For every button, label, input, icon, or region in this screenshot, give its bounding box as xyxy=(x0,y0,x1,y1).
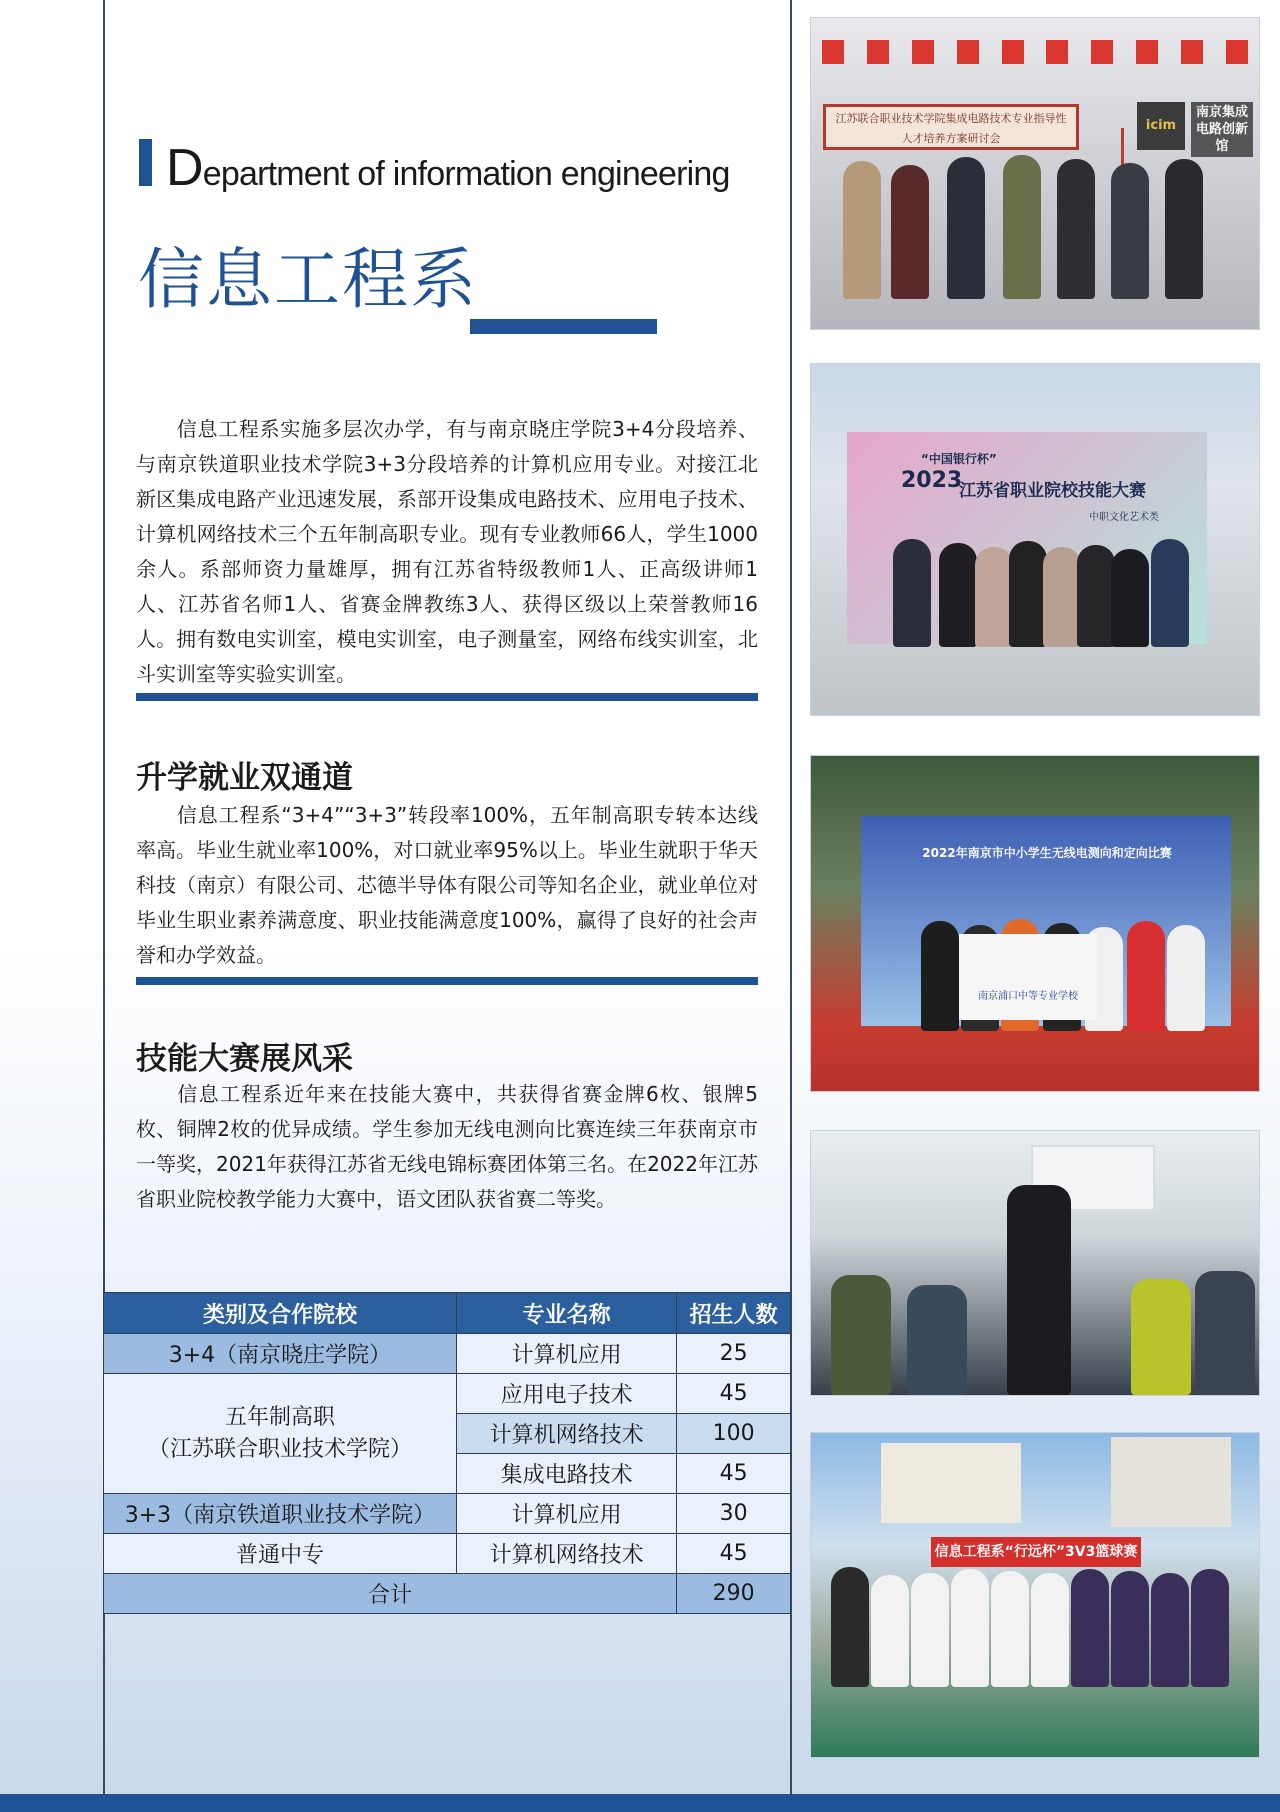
cell-count: 30 xyxy=(677,1494,791,1534)
header-category: 类别及合作院校 xyxy=(104,1293,457,1334)
building xyxy=(881,1443,1021,1523)
section-divider-1 xyxy=(136,693,758,701)
photo-radio-orienteering xyxy=(810,755,1260,1092)
cell-count: 45 xyxy=(677,1374,791,1414)
photo-basketball-event xyxy=(810,1432,1260,1758)
intro-paragraph: 信息工程系实施多层次办学，有与南京晓庄学院3+4分段培养、与南京铁道职业技术学院3+3分段培养的计算机应用专业。对接江北新区集成电路产业迅速发展，系部开设集成电路技术、应用电子技术、计算机网络技术三个五年制高职专业。现有专业教师66人，学生1000余人。系部师资力量雄厚，拥有江苏省特级教师1人、正高级讲师1人、江苏省名师1人、省赛金牌教练3人、获得区级以上荣誉教师16人。拥有数电实训室，模电实训室，电子测量室，网络布线实训室，北斗实训室等实验实训室。 xyxy=(136,417,758,686)
cell-major: 计算机应用 xyxy=(456,1494,676,1534)
cell-category: 3+3（南京铁道职业技术学院） xyxy=(104,1494,457,1534)
cell-category: 3+4（南京晓庄学院） xyxy=(104,1334,457,1374)
cell-count: 45 xyxy=(677,1534,791,1574)
table-header-row xyxy=(104,1293,791,1334)
section-title-study-employment: 升学就业双通道 xyxy=(136,760,353,796)
enrollment-table xyxy=(103,1292,791,1614)
table-row xyxy=(104,1494,791,1534)
group-of-people xyxy=(811,527,1259,647)
basketball-banner: 信息工程系“行远杯”3V3篮球赛 xyxy=(931,1537,1141,1567)
section-title-skills-competition: 技能大赛展风采 xyxy=(136,1041,353,1077)
cell-count: 45 xyxy=(677,1454,791,1494)
category-line-1: 五年制高职 xyxy=(224,1404,335,1430)
table-total-row xyxy=(104,1574,791,1614)
category-line-2: （江苏联合职业技术学院） xyxy=(147,1436,412,1462)
competition-subtitle: 中职文化艺术类 xyxy=(1089,512,1159,523)
cell-category: 普通中专 xyxy=(104,1534,457,1574)
event-backdrop-title: 2022年南京市中小学生无线电测向和定向比赛 xyxy=(922,846,1172,860)
competition-year: 2023 xyxy=(901,468,963,493)
header-major: 专业名称 xyxy=(456,1293,676,1334)
school-flag: 南京浦口中等专业学校 xyxy=(959,934,1097,1020)
cell-count: 25 xyxy=(677,1334,791,1374)
table-row xyxy=(104,1534,791,1574)
photo-computer-lab xyxy=(810,1130,1260,1396)
cell-total-label: 合计 xyxy=(104,1574,677,1614)
table-row xyxy=(104,1334,791,1374)
group-of-people xyxy=(811,149,1259,299)
museum-sign: 南京集成电路创新馆 xyxy=(1191,102,1253,157)
cell-major: 计算机应用 xyxy=(456,1334,676,1374)
title-underline xyxy=(470,319,657,334)
cell-major: 计算机网络技术 xyxy=(456,1534,676,1574)
title-accent-mark xyxy=(139,139,152,186)
flag-row xyxy=(811,40,1259,66)
header-count: 招生人数 xyxy=(677,1293,791,1334)
table-row xyxy=(104,1374,791,1414)
competition-title: 江苏省职业院校技能大赛 xyxy=(959,481,1146,501)
cell-count: 100 xyxy=(677,1414,791,1454)
cell-total-count: 290 xyxy=(677,1574,791,1614)
cell-category-group xyxy=(104,1374,457,1494)
cell-major: 集成电路技术 xyxy=(456,1454,676,1494)
building xyxy=(1111,1437,1231,1527)
study-employment-paragraph: 信息工程系“3+4”“3+3”转段率100%，五年制高职专转本达线率高。毕业生就业率100%，对口就业率95%以上。毕业生就职于华天科技（南京）有限公司、芯德半导体有限公司等知名企业，就业单位对毕业生职业素养满意度、职业技能满意度100%，赢得了良好的社会声誉和办学效益。 xyxy=(136,803,758,967)
icim-logo: icim xyxy=(1137,102,1185,150)
photo-seminar-group xyxy=(810,17,1260,330)
chinese-title: 信息工程系 xyxy=(138,241,478,318)
teacher-and-students xyxy=(811,1175,1259,1395)
section-divider-2 xyxy=(136,977,758,985)
cell-major: 应用电子技术 xyxy=(456,1374,676,1414)
seminar-banner: 江苏联合职业技术学院集成电路技术专业指导性人才培养方案研讨会 xyxy=(823,104,1079,150)
skills-competition-paragraph: 信息工程系近年来在技能大赛中，共获得省赛金牌6枚、银牌5枚、铜牌2枚的优异成绩。学生参加无线电测向比赛连续三年获南京市一等奖，2021年获得江苏省无线电锦标赛团体第三名。在2022年江苏省职业院校教学能力大赛中，语文团队获省赛二等奖。 xyxy=(136,1082,758,1211)
english-title: Department of information engineering xyxy=(166,139,730,197)
cell-major: 计算机网络技术 xyxy=(456,1414,676,1454)
cup-name: “中国银行杯” xyxy=(921,452,997,466)
bottom-bar xyxy=(0,1794,1280,1812)
basketball-team xyxy=(811,1557,1259,1687)
photo-skills-competition xyxy=(810,363,1260,716)
